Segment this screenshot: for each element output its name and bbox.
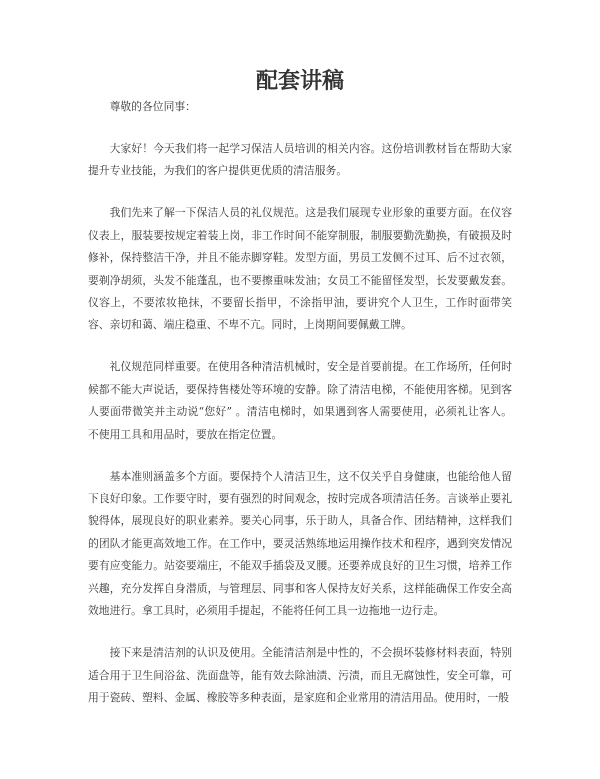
paragraph-cleaning-agents: 接下来是清洁剂的认识及使用。全能清洁剂是中性的，不会损坏装修材料表面，特别适合用于卫生间浴盆、洗面盘等，能有效去除油渍、污渍，而且无腐蚀性，安全可靠，可用于瓷砖、塑料、金属、橡胶等多种表面，是家庭和企业常用的清洁用品。使用时，一般 xyxy=(88,646,512,704)
paragraph-basic-principles: 基本准则涵盖多个方面。要保持个人清洁卫生，这不仅关乎自身健康，也能给他人留下良好印象。工作要守时，要有强烈的时间观念，按时完成各项清洁任务。言谈举止要礼貌得体，展现良好的职业素养。要关心同事，乐于助人，具备合作、团结精神，这样我们的团队才能更高效地工作。在工作中，要灵活熟练地运用操作技术和程序，遇到突发情况要有应变能力。站姿要端庄，不能双手插袋及叉腰。还要养成良好的卫生习惯，培养工作兴趣，充分发挥自身潜质，与管理层、同事和客人保持友好关系，这样能确保工作安全高效地进行。拿工具时，必须用手提起，不能将任何工具一边拖地一边行走。 xyxy=(88,469,512,618)
document-body xyxy=(88,96,512,709)
paragraph-appearance-rules: 我们先来了解一下保洁人员的礼仪规范。这是我们展现专业形象的重要方面。在仪容仪表上，服装要按规定着装上岗，非工作时间不能穿制服，制服要勤洗勤换，有破损及时修补，保持整洁干净，并且不能赤脚穿鞋。发型方面，男员工发侧不过耳、后不过衣领，要剃净胡须，头发不能蓬乱，也不要擦重味发油；女员工不能留怪发型，长发要戴发套。仪容上，不要浓妆艳抹，不要留长指甲，不涂指甲油，要讲究个人卫生，工作时面带笑容、亲切和蔼、端庄稳重、不卑不亢。同时，上岗期间要佩戴工牌。 xyxy=(88,206,512,332)
paragraph-intro: 大家好！今天我们将一起学习保洁人员培训的相关内容。这份培训教材旨在帮助大家提升专业技能，为我们的客户提供更优质的清洁服务。 xyxy=(88,142,512,178)
paragraph-etiquette-rules: 礼仪规范同样重要。在使用各种清洁机械时，安全是首要前提。在工作场所，任何时候都不能大声说话，要保持售楼处等环境的安静。除了清洁电梯，不能使用客梯。见到客人要面带微笑并主动说“您好” 。清洁电梯时，如果遇到客人需要使用，必须礼让客人。不使用工具和用品时，要放在指定位置。 xyxy=(88,360,512,441)
salutation-line: 尊敬的各位同事： xyxy=(109,100,196,113)
document-title: 配套讲稿 xyxy=(255,68,344,94)
